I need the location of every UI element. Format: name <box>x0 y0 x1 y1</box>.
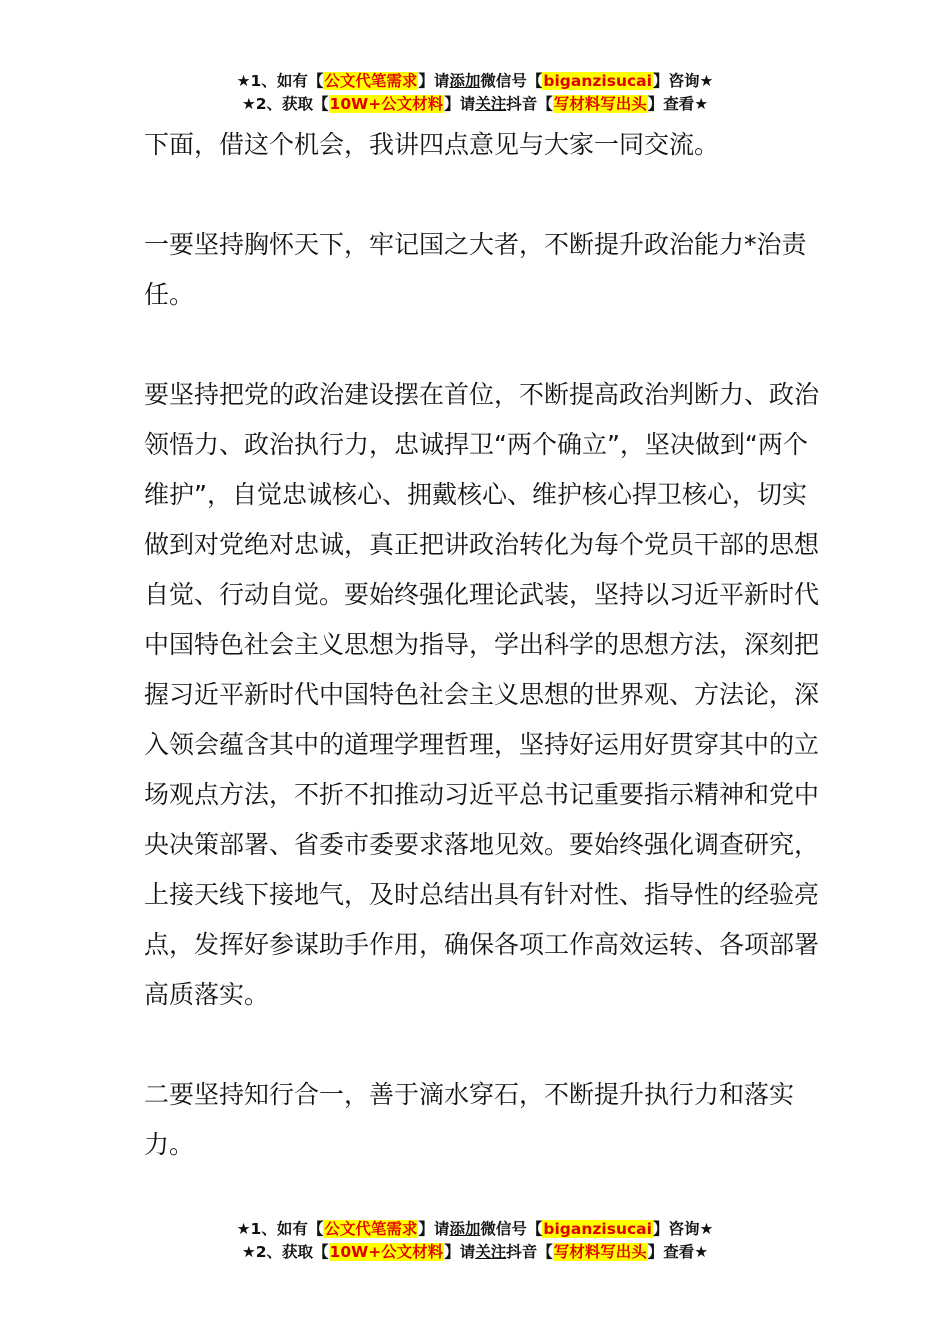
highlight-materials: 10W+公文材料 <box>329 95 444 113</box>
document-body <box>144 120 824 1170</box>
paragraph-heading-2: 二要坚持知行合一，善于滴水穿石，不断提升执行力和落实力。 <box>144 1080 795 1159</box>
banner-line-1: ★1、如有【公文代笔需求】请添加微信号【biganzisucai】咨询★ <box>236 72 714 90</box>
paragraph-heading-1: 一要坚持胸怀天下，牢记国之大者，不断提升政治能力*治责任。 <box>144 230 807 309</box>
banner-line-1: ★1、如有【公文代笔需求】请添加微信号【biganzisucai】咨询★ <box>236 1220 714 1238</box>
highlight-service: 公文代笔需求 <box>324 72 418 90</box>
paragraph-intro: 下面，借这个机会，我讲四点意见与大家一同交流。 <box>144 130 720 159</box>
banner-line-2: ★2、获取【10W+公文材料】请关注抖音【写材料写出头】查看★ <box>241 1243 709 1261</box>
highlight-douyin-account: 写材料写出头 <box>553 1243 647 1261</box>
header-banner <box>0 70 950 116</box>
paragraph-body-1: 要坚持把党的政治建设摆在首位，不断提高政治判断力、政治领悟力、政治执行力，忠诚捍卫“两个确立”，坚决做到“两个维护”，自觉忠诚核心、拥戴核心、维护核心捍卫核心，切实做到对党绝对忠诚，真正把讲政治转化为每个党员干部的思想自觉、行动自觉。要始终强化理论武装，坚持以习近平新时代中国特色社会主义思想为指导，学出科学的思想方法，深刻把握习近平新时代中国特色社会主义思想的世界观、方法论，深入领会蕴含其中的道理学理哲理，坚持好运用好贯穿其中的立场观点方法，不折不扣推动习近平总书记重要指示精神和党中央决策部署、省委市委要求落地见效。要始终强化调查研究，上接天线下接地气，及时总结出具有针对性、指导性的经验亮点，发挥好参谋助手作用，确保各项工作高效运转、各项部署高质落实。 <box>144 380 820 1009</box>
banner-line-2: ★2、获取【10W+公文材料】请关注抖音【写材料写出头】查看★ <box>241 95 709 113</box>
highlight-wechat-id: biganzisucai <box>543 72 652 90</box>
highlight-service: 公文代笔需求 <box>324 1220 418 1238</box>
highlight-materials: 10W+公文材料 <box>329 1243 444 1261</box>
highlight-douyin-account: 写材料写出头 <box>553 95 647 113</box>
footer-banner <box>0 1218 950 1264</box>
highlight-wechat-id: biganzisucai <box>543 1220 652 1238</box>
